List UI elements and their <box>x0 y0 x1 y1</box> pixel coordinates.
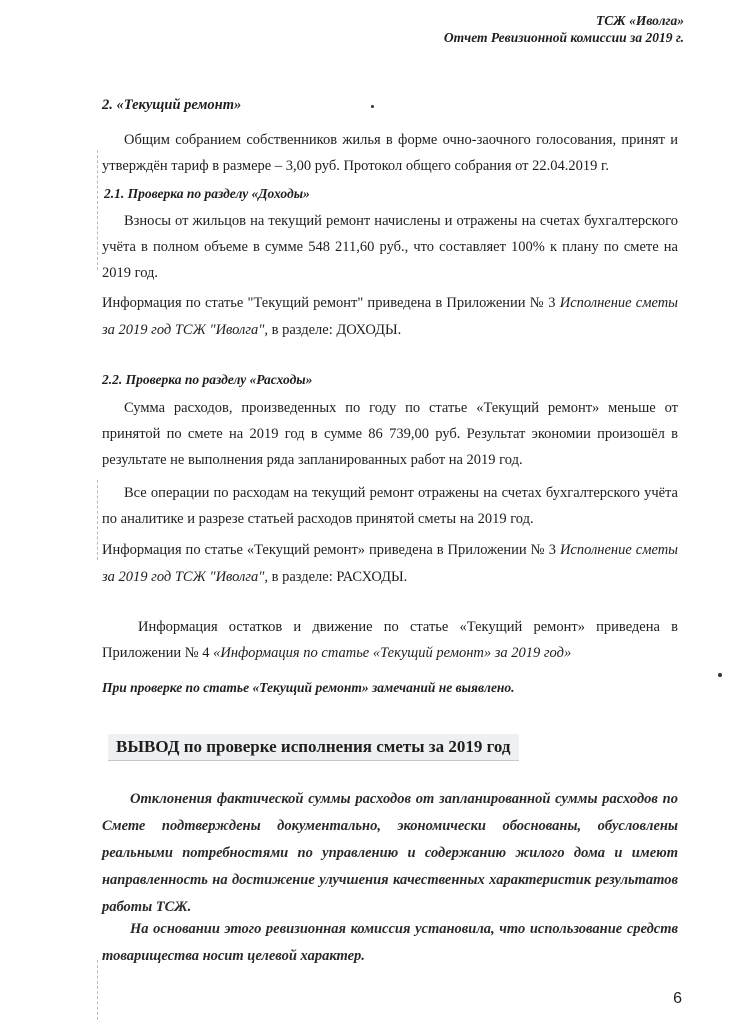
scan-margin-mark <box>97 960 99 1020</box>
balance-appendix-title: «Информация по статье «Текущий ремонт» за 2019 год» <box>213 645 572 661</box>
section-2-2-balance-info <box>102 614 678 666</box>
scan-margin-mark <box>97 480 99 560</box>
conclusion-paragraph-1: Отклонения фактической суммы расходов от запланированной суммы расходов по Смете подтверждены документально, экономически обоснованы, обусловлены реальными потребностями по управлению и содержанию жилого дома и имеют направленность на достижение улучшения качественных характеристик результатов работы ТСЖ. <box>102 791 678 915</box>
conclusion-title: ВЫВОД по проверке исполнения сметы за 2019 год <box>108 734 519 761</box>
section-2-2-info <box>102 537 678 591</box>
section-2-2-title: 2.2. Проверка по разделу «Расходы» <box>102 372 313 387</box>
header-report-title: Отчет Ревизионной комиссии за 2019 г. <box>443 30 684 45</box>
conclusion-paragraph-2: На основании этого ревизионная комиссия установила, что использование средств товарищества носит целевой характер. <box>102 921 678 964</box>
scan-speck <box>718 673 722 677</box>
info-appendix-title: Исполнение сметы за 2019 год ТСЖ "Иволга", <box>102 542 678 585</box>
header-organization: ТСЖ «Иволга» <box>596 13 684 28</box>
section-2-title: 2. «Текущий ремонт» <box>102 97 242 113</box>
section-2-2-paragraph-2: Все операции по расходам на текущий ремонт отражены на счетах бухгалтерского учёта по аналитике и разрезе статьей расходов принятой сметы на 2019 год. <box>102 485 678 527</box>
section-2-2-paragraph-1: Сумма расходов, произведенных по году по статье «Текущий ремонт» меньше от принятой по смете на 2019 год в сумме 86 739,00 руб. Результат экономии произошёл в результате не выполнения ряда запланированных работ на 2019 год. <box>102 400 678 468</box>
section-2-intro: Общим собранием собственников жилья в форме очно-заочного голосования, принят и утверждён тариф в размере – 3,00 руб. Протокол общего собрания от 22.04.2019 г. <box>102 132 678 174</box>
section-2-1-title: 2.1. Проверка по разделу «Доходы» <box>104 186 310 201</box>
info-prefix: Информация по статье "Текущий ремонт" приведена в Приложении № 3 <box>102 295 560 311</box>
page-number: 6 <box>673 990 682 1007</box>
no-remarks-statement: При проверке по статье «Текущий ремонт» замечаний не выявлено. <box>102 680 515 695</box>
info-suffix: в разделе: РАСХОДЫ. <box>267 569 408 585</box>
info-prefix: Информация по статье «Текущий ремонт» приведена в Приложении № 3 <box>102 542 560 558</box>
balance-prefix: Информация остатков и движение по статье «Текущий ремонт» приведена в Приложении № 4 <box>102 619 678 661</box>
info-appendix-title: Исполнение сметы за 2019 год ТСЖ "Иволга", <box>102 295 678 338</box>
section-2-1-paragraph: Взносы от жильцов на текущий ремонт начислены и отражены на счетах бухгалтерского учёта в полном объеме в сумме 548 211,60 руб., что составляет 100% к плану по смете на 2019 год. <box>102 213 678 281</box>
scan-speck <box>371 105 374 108</box>
info-suffix: в разделе: ДОХОДЫ. <box>267 322 402 338</box>
section-2-1-info <box>102 290 678 344</box>
scan-margin-mark <box>97 150 99 270</box>
